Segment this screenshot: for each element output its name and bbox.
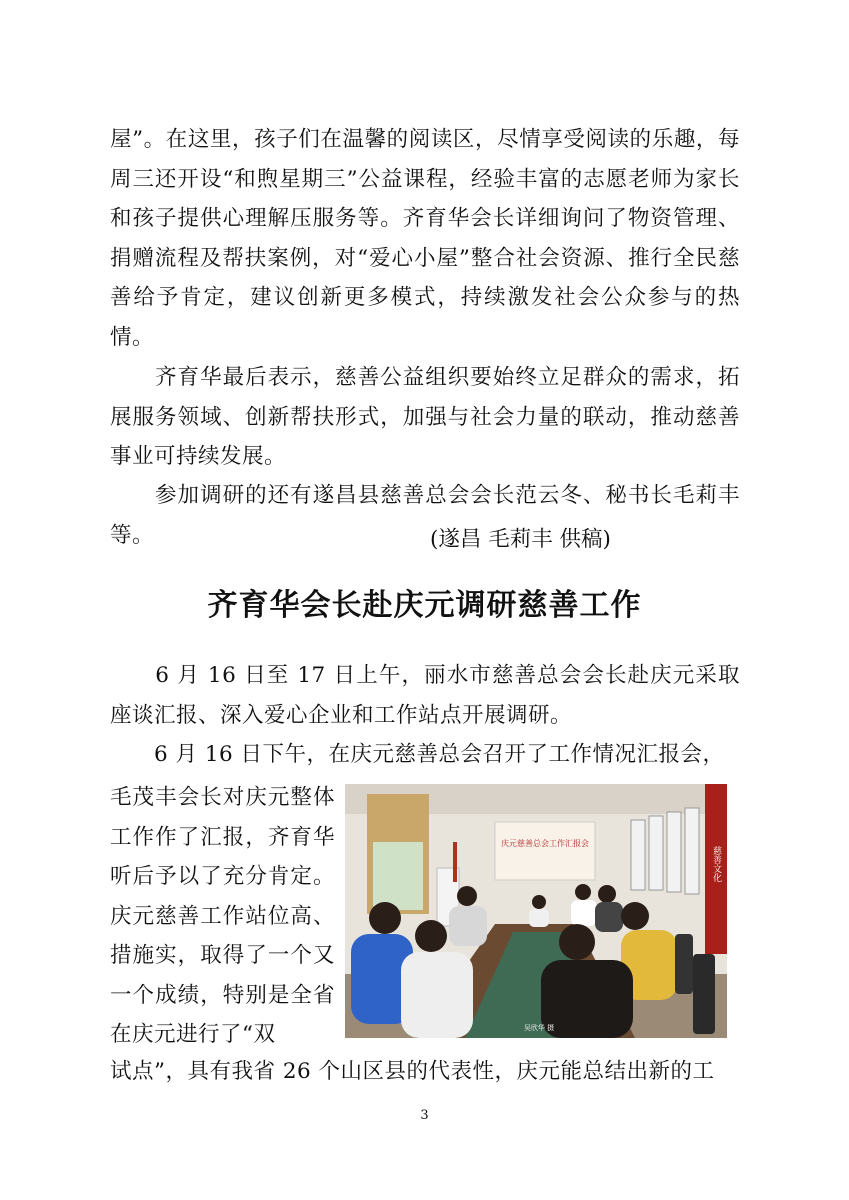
paragraph-meeting: 6 月 16 日下午，在庆元慈善总会召开了工作情况汇报会， <box>110 742 725 767</box>
photo-chair <box>693 954 715 1034</box>
photo-person-body <box>541 960 633 1038</box>
page-number: 3 <box>420 1108 429 1123</box>
photo-person-head <box>559 924 595 960</box>
article-title: 齐育华会长赴庆元调研慈善工作 <box>207 588 642 623</box>
photo-person-head <box>532 895 546 909</box>
photo-banner-text: 慈善文化 <box>711 846 721 882</box>
article-credit: (遂昌 毛莉丰 供稿) <box>430 527 611 552</box>
photo-caption: 吴欣华 摄 <box>523 1024 555 1032</box>
photo-flag <box>453 842 457 882</box>
meeting-photo <box>345 784 727 1038</box>
paragraph-conclusion: 齐育华最后表示，慈善公益组织要始终立足群众的需求，拓展服务领域、创新帮扶形式，加强与社会力量的联动，推动慈善事业可持续发展。 <box>110 365 740 469</box>
photo-screen-text: 庆元慈善总会工作汇报会 <box>501 839 589 848</box>
photo-person-head <box>369 902 401 934</box>
photo-wall-panel <box>631 820 645 890</box>
photo-person-body <box>529 909 549 927</box>
photo-person-head <box>621 902 649 930</box>
photo-person-head <box>575 884 591 900</box>
photo-person-body <box>571 900 597 926</box>
photo-person-head <box>415 920 447 952</box>
photo-person-body <box>449 906 487 946</box>
paragraph-wrap-text: 毛茂丰会长对庆元整体工作作了汇报，齐育华听后予以了充分肯定。庆元慈善工作站位高、措施实，取得了一个又一个成绩，特别是全省在庆元进行了“双 <box>110 785 335 1047</box>
photo-person-head <box>598 885 616 903</box>
paragraph-participants: 参加调研的还有遂昌县慈善总会会长范云冬、秘书长毛莉丰等。 <box>110 483 740 548</box>
paragraph-continued: 试点”，具有我省 26 个山区县的代表性，庆元能总结出新的工 <box>110 1059 715 1084</box>
photo-wall-panel <box>667 812 681 892</box>
photo-person-body <box>401 952 473 1038</box>
photo-projection-screen <box>495 822 595 880</box>
photo-wall-panel <box>685 808 699 894</box>
photo-person-head <box>457 886 477 906</box>
photo-window-glass <box>373 842 423 910</box>
paragraph-intro: 屋”。在这里，孩子们在温馨的阅读区，尽情享受阅读的乐趣，每周三还开设“和煦星期三”公益课程，经验丰富的志愿老师为家长和孩子提供心理解压服务等。齐育华会长详细询问了物资管理、捐赠流程及帮扶案例，对“爱心小屋”整合社会资源、推行全民慈善给予肯定，建议创新更多模式，持续激发社会公众参与的热情。 <box>110 127 740 350</box>
photo-wall-panel <box>649 816 663 890</box>
photo-chair <box>675 934 693 994</box>
paragraph-research-overview: 6 月 16 日至 17 日上午，丽水市慈善总会会长赴庆元采取座谈汇报、深入爱心企业和工作站点开展调研。 <box>110 663 740 728</box>
photo-person-body <box>595 902 623 932</box>
